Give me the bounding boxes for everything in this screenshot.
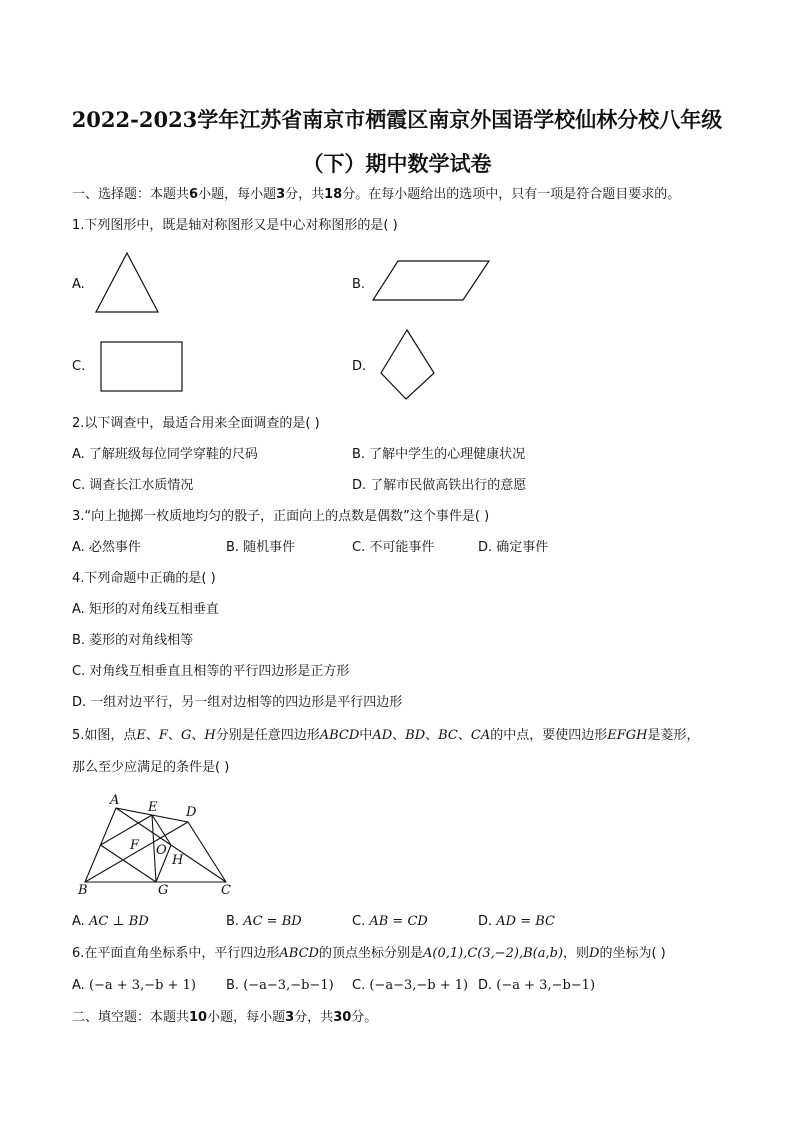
q5-sep-2: 、 bbox=[167, 728, 181, 743]
q6-option-b-math: (−a−3,−b−1) bbox=[243, 978, 334, 993]
label-g: G bbox=[158, 883, 169, 898]
q5-stem-line1 bbox=[72, 727, 700, 745]
q5-text-1: 5.如图，点 bbox=[72, 728, 137, 743]
segment-fg bbox=[101, 845, 157, 882]
q3-option-d: D. 确定事件 bbox=[478, 540, 549, 555]
q6-option-a-label: A. bbox=[72, 978, 85, 993]
q5-geometry-figure bbox=[76, 794, 246, 896]
segment-eh bbox=[152, 815, 171, 845]
q1-triangle-figure bbox=[95, 252, 159, 314]
q6-option-a bbox=[72, 977, 196, 995]
q6-text-3: ，则 bbox=[563, 946, 590, 961]
q4-option-d: D. 一组对边平行，另一组对边相等的四边形是平行四边形 bbox=[72, 695, 403, 710]
q5-point-f: F bbox=[158, 728, 168, 743]
q1-stem: 1.下列图形中，既是轴对称图形又是中心对称图形的是( ) bbox=[72, 218, 398, 233]
q1-kite-figure bbox=[380, 329, 436, 401]
q5-segment-ad: AD bbox=[372, 728, 393, 743]
q2-option-c: C. 调查长江水质情况 bbox=[72, 478, 194, 493]
q1-option-b-label: B. bbox=[352, 277, 366, 292]
q5-segment-ca: CA bbox=[470, 728, 491, 743]
q6-coords: A(0,1),C(3,−2),B(a,b) bbox=[422, 946, 564, 961]
label-b: B bbox=[78, 883, 88, 898]
q5-quad-abcd: ABCD bbox=[319, 728, 360, 743]
q5-point-h: H bbox=[204, 728, 216, 743]
q4-stem: 4.下列命题中正确的是( ) bbox=[72, 571, 216, 586]
label-e: E bbox=[148, 800, 158, 815]
q5-segment-bd: BD bbox=[405, 728, 426, 743]
section2-count: 10 bbox=[189, 1010, 208, 1025]
q5-sep-1: 、 bbox=[145, 728, 159, 743]
q1-rectangle-figure bbox=[100, 341, 184, 393]
page-title-line1: 2022-2023学年江苏省南京市栖霞区南京外国语学校仙林分校八年级 bbox=[71, 107, 723, 132]
q5-text-3: 中 bbox=[359, 728, 373, 743]
label-a: A bbox=[110, 793, 120, 808]
q5-option-b bbox=[226, 913, 302, 931]
q6-option-d-math: (−a + 3,−b−1) bbox=[496, 978, 596, 993]
q2-option-d: D. 了解市民做高铁出行的意愿 bbox=[352, 478, 527, 493]
q4-option-c: C. 对角线互相垂直且相等的平行四边形是正方形 bbox=[72, 664, 350, 679]
q5-option-c-math: AB = CD bbox=[369, 914, 428, 929]
section1-suffix: 分。在每小题给出的选项中，只有一项是符合题目要求的。 bbox=[342, 187, 681, 202]
q1-option-c-label: C. bbox=[72, 359, 86, 374]
q2-option-a: A. 了解班级每位同学穿鞋的尺码 bbox=[72, 447, 258, 462]
q5-option-b-math: AC = BD bbox=[243, 914, 302, 929]
q3-option-b: B. 随机事件 bbox=[226, 540, 296, 555]
q5-text-5: 是菱形， bbox=[647, 728, 700, 743]
section1-mid2: 分，共 bbox=[285, 187, 325, 202]
q6-text-1: 6.在平面直角坐标系中，平行四边形 bbox=[72, 946, 280, 961]
q1-option-d-label: D. bbox=[352, 359, 367, 374]
q5-option-b-label: B. bbox=[226, 914, 240, 929]
q5-text-2: 分别是任意四边形 bbox=[215, 728, 320, 743]
q6-option-d bbox=[478, 977, 595, 995]
q5-option-a bbox=[72, 913, 149, 931]
q5-point-e: E bbox=[136, 728, 146, 743]
q6-option-d-label: D. bbox=[478, 978, 493, 993]
section2-mid1: 小题，每小题 bbox=[207, 1010, 286, 1025]
section2-total: 30 bbox=[333, 1010, 352, 1025]
q5-option-c bbox=[352, 913, 428, 931]
q4-option-a: A. 矩形的对角线互相垂直 bbox=[72, 602, 219, 617]
q6-text-2: 的顶点坐标分别是 bbox=[318, 946, 423, 961]
q5-option-a-math: AC ⊥ BD bbox=[88, 914, 149, 929]
label-f: F bbox=[130, 838, 140, 853]
q5-sep-5: 、 bbox=[425, 728, 439, 743]
q5-option-a-label: A. bbox=[72, 914, 85, 929]
section1-count: 6 bbox=[189, 187, 199, 202]
section2-prefix: 二、填空题：本题共 bbox=[72, 1010, 190, 1025]
q5-option-d bbox=[478, 913, 555, 931]
q5-quad-efgh: EFGH bbox=[607, 728, 648, 743]
q2-option-b: B. 了解中学生的心理健康状况 bbox=[352, 447, 526, 462]
section1-points: 3 bbox=[276, 187, 286, 202]
q6-option-c-math: (−a−3,−b + 1) bbox=[369, 978, 469, 993]
q5-text-4: 的中点，要使四边形 bbox=[490, 728, 608, 743]
q6-text-4: 的坐标为( ) bbox=[599, 946, 666, 961]
q5-segment-bc: BC bbox=[438, 728, 458, 743]
q6-option-c-label: C. bbox=[352, 978, 366, 993]
q6-option-a-math: (−a + 3,−b + 1) bbox=[88, 978, 196, 993]
q6-quad-abcd: ABCD bbox=[279, 946, 319, 961]
q1-option-a-label: A. bbox=[72, 277, 85, 292]
q5-sep-4: 、 bbox=[392, 728, 406, 743]
q5-sep-6: 、 bbox=[457, 728, 471, 743]
section2-points: 3 bbox=[285, 1010, 295, 1025]
page-title-line2: （下）期中数学试卷 bbox=[302, 151, 492, 176]
label-d: D bbox=[186, 805, 197, 820]
section1-mid1: 小题，每小题 bbox=[198, 187, 277, 202]
q5-point-g: G bbox=[180, 728, 192, 743]
q5-option-d-label: D. bbox=[478, 914, 493, 929]
q3-option-c: C. 不可能事件 bbox=[352, 540, 435, 555]
q6-point-d: D bbox=[589, 946, 600, 961]
q4-option-b: B. 菱形的对角线相等 bbox=[72, 633, 194, 648]
label-c: C bbox=[221, 883, 231, 898]
q1-parallelogram-figure bbox=[372, 260, 490, 302]
label-h: H bbox=[172, 853, 184, 868]
q5-sep-3: 、 bbox=[191, 728, 205, 743]
q6-option-c bbox=[352, 977, 468, 995]
q6-option-b-label: B. bbox=[226, 978, 240, 993]
q2-stem: 2.以下调查中，最适合用来全面调查的是( ) bbox=[72, 416, 320, 431]
q6-option-b bbox=[226, 977, 334, 995]
q6-stem bbox=[72, 945, 666, 963]
section2-mid2: 分，共 bbox=[294, 1010, 334, 1025]
section1-total: 18 bbox=[324, 187, 343, 202]
q3-option-a: A. 必然事件 bbox=[72, 540, 141, 555]
section2-suffix: 分。 bbox=[351, 1010, 378, 1025]
q5-stem-line2: 那么至少应满足的条件是( ) bbox=[72, 760, 230, 775]
segment-ef bbox=[101, 815, 153, 845]
label-o: O bbox=[156, 843, 167, 858]
section2-heading bbox=[72, 1009, 377, 1027]
section1-prefix: 一、选择题：本题共 bbox=[72, 187, 190, 202]
q5-option-d-math: AD = BC bbox=[496, 914, 556, 929]
section1-heading bbox=[72, 186, 680, 204]
q3-stem: 3.“向上抛掷一枚质地均匀的骰子，正面向上的点数是偶数”这个事件是( ) bbox=[72, 509, 490, 524]
q5-option-c-label: C. bbox=[352, 914, 366, 929]
